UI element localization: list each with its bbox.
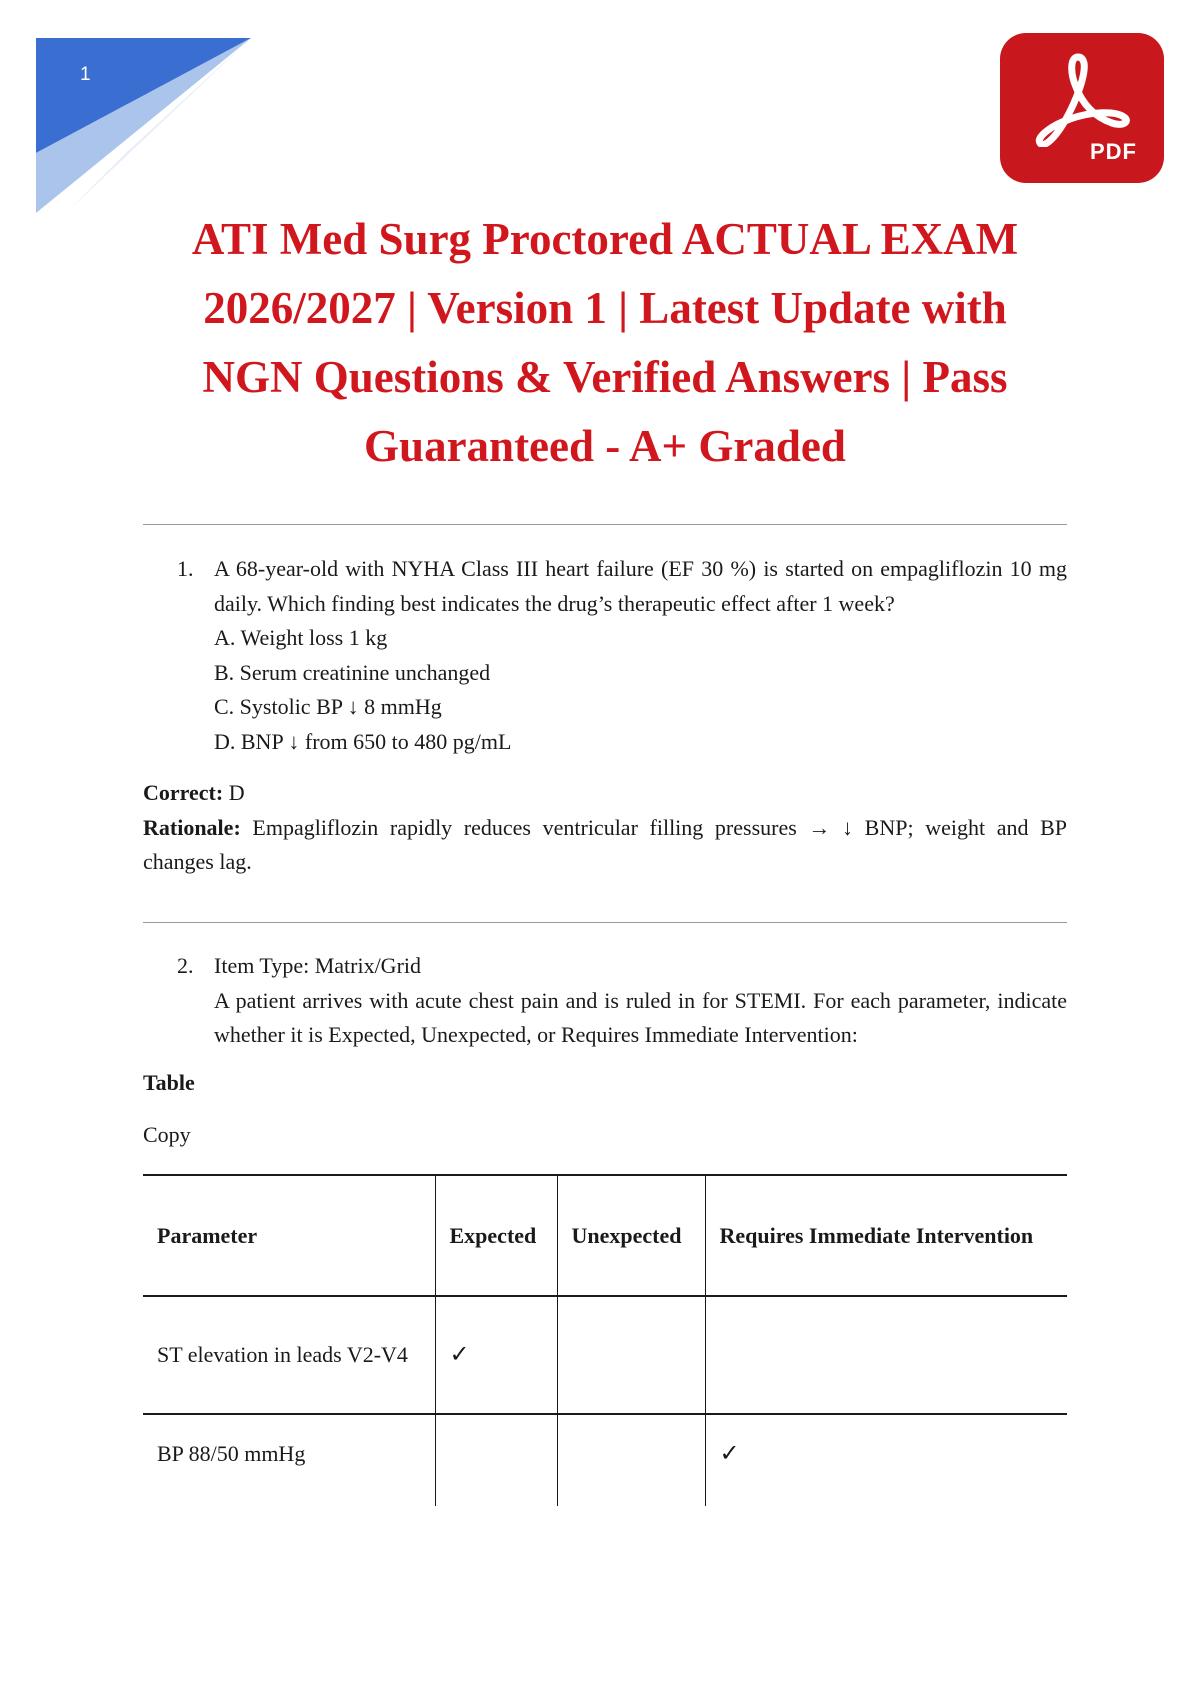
title-line-3: NGN Questions & Verified Answers | Pass [202,352,1008,402]
divider [143,922,1067,923]
cell-expected-check: ✓ [435,1296,557,1414]
correct-label: Correct: [143,780,224,805]
document-title [140,205,1070,481]
table-caption: Table [143,1070,195,1095]
item-type: Item Type: Matrix/Grid [214,953,422,978]
header-parameter: Parameter [143,1175,435,1296]
rationale-label: Rationale: [143,814,241,840]
answer-block [143,776,1067,880]
corner-decoration [36,38,266,213]
cell-expected [435,1414,557,1506]
question-1 [143,552,1067,759]
correct-answer [143,776,1067,811]
header-unexpected: Unexpected [557,1175,705,1296]
pdf-icon [1000,33,1164,183]
title-line-1: ATI Med Surg Proctored ACTUAL EXAM [191,214,1019,264]
divider [143,524,1067,525]
copy-button[interactable]: Copy [143,1122,191,1147]
matrix-table [143,1174,1067,1506]
option-a: A. Weight loss 1 kg [214,625,388,650]
table-row [143,1414,1067,1506]
cell-unexpected [557,1414,705,1506]
question-number: 1. [177,556,194,581]
pdf-badge-label: PDF [1090,139,1137,164]
header-expected: Expected [435,1175,557,1296]
question-stem: A patient arrives with acute chest pain and is ruled in for STEMI. For each parameter, indicate whether it is Expected, Unexpected, or Requires Immediate Intervention: [214,987,1067,1047]
option-d: D. BNP ↓ from 650 to 480 pg/mL [214,728,512,754]
option-c: C. Systolic BP ↓ 8 mmHg [214,694,442,719]
rationale-text: Empagliflozin rapidly reduces ventricular filling pressures → ↓ BNP; weight and BP changes lag. [143,814,1067,874]
correct-value: D [223,780,245,805]
option-b: B. Serum creatinine unchanged [214,659,491,685]
table-header-row [143,1175,1067,1296]
page-number: 1 [80,64,91,85]
acrobat-logo-icon [1026,51,1138,147]
title-line-2: 2026/2027 | Version 1 | Latest Update with [203,283,1007,333]
question-number: 2. [177,953,194,978]
title-line-4: Guaranteed - A+ Graded [364,421,846,471]
cell-unexpected [557,1296,705,1414]
header-requires-intervention: Requires Immediate Intervention [705,1175,1067,1296]
question-2 [143,949,1067,1053]
table-row [143,1296,1067,1414]
cell-parameter: ST elevation in leads V2-V4 [143,1296,435,1414]
cell-requires-intervention [705,1296,1067,1414]
cell-parameter: BP 88/50 mmHg [143,1414,435,1506]
rationale [143,811,1067,880]
cell-requires-intervention-check: ✓ [705,1414,1067,1506]
question-stem: A 68-year-old with NYHA Class III heart failure (EF 30 %) is started on empagliflozin 10 mg daily. Which finding best indicates the drug’s therapeutic effect after 1 week? [214,556,1067,616]
